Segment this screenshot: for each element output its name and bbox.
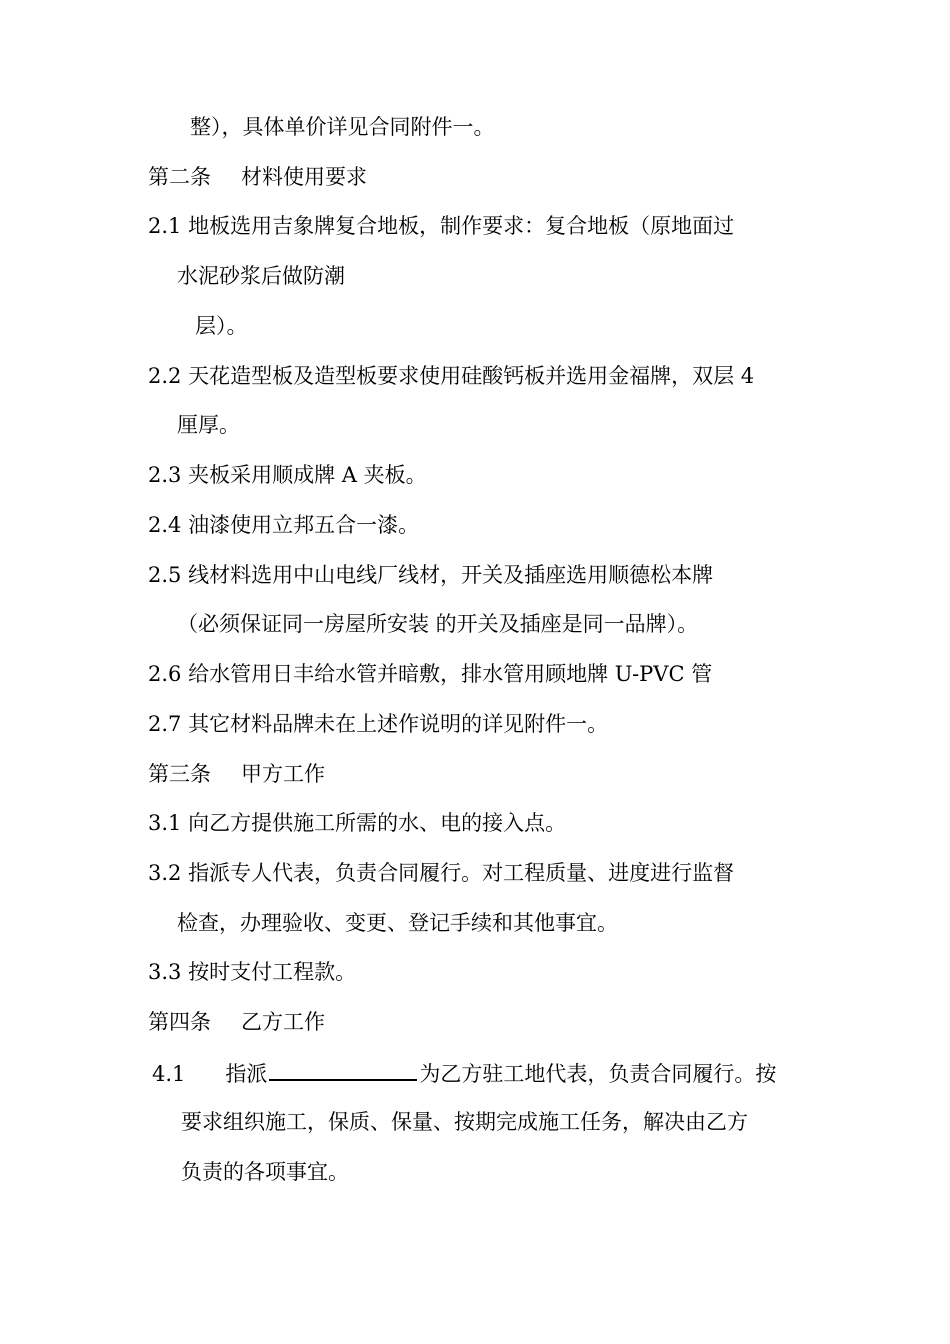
- text-line: 2.7 其它材料品牌未在上述作说明的详见附件一。: [148, 712, 609, 736]
- section-heading-2: [148, 162, 367, 192]
- text-line: 厘厚。: [177, 413, 240, 437]
- section-heading-3: [148, 759, 325, 789]
- text-line: 要求组织施工，保质、保量、按期完成施工任务，解决由乙方: [181, 1110, 748, 1134]
- text-line: 2.4 油漆使用立邦五合一漆。: [148, 513, 420, 537]
- text-line: 3.1 向乙方提供施工所需的水、电的接入点。: [148, 811, 567, 835]
- clause-text-post: 为乙方驻工地代表，负责合同履行。按: [419, 1062, 777, 1086]
- clause-4-1-line: [152, 1057, 776, 1089]
- heading-title: 甲方工作: [241, 762, 325, 786]
- heading-number: 第二条: [148, 165, 211, 189]
- text-line: 整），具体单价详见合同附件一。: [190, 115, 495, 139]
- text-line: 2.3 夹板采用顺成牌 A 夹板。: [148, 463, 427, 487]
- text-line: 3.3 按时支付工程款。: [148, 960, 357, 984]
- clause-text-pre: 指派: [225, 1062, 268, 1086]
- heading-number: 第四条: [148, 1010, 211, 1034]
- text-line: 2.1 地板选用吉象牌复合地板，制作要求：复合地板（原地面过: [148, 214, 735, 238]
- section-heading-4: [148, 1007, 325, 1037]
- text-line: 检查，办理验收、变更、登记手续和其他事宜。: [177, 911, 618, 935]
- text-line: （必须保证同一房屋所安装 的开关及插座是同一品牌）。: [177, 612, 699, 636]
- text-line: 2.2 天花造型板及造型板要求使用硅酸钙板并选用金福牌，双层 4: [148, 364, 755, 388]
- clause-number: 4.1: [152, 1062, 186, 1086]
- text-line: 3.2 指派专人代表，负责合同履行。对工程质量、进度进行监督: [148, 861, 735, 885]
- text-line: 水泥砂浆后做防潮: [177, 264, 345, 288]
- text-line: 2.5 线材料选用中山电线厂线材，开关及插座选用顺德松本牌: [148, 563, 714, 587]
- text-line: 负责的各项事宜。: [181, 1160, 349, 1184]
- text-line: 层）。: [195, 314, 248, 338]
- heading-title: 乙方工作: [241, 1010, 325, 1034]
- fill-in-blank: [269, 1057, 417, 1081]
- text-line: 2.6 给水管用日丰给水管并暗敷，排水管用顾地牌 U-PVC 管: [148, 662, 713, 686]
- heading-title: 材料使用要求: [241, 165, 367, 189]
- heading-number: 第三条: [148, 762, 211, 786]
